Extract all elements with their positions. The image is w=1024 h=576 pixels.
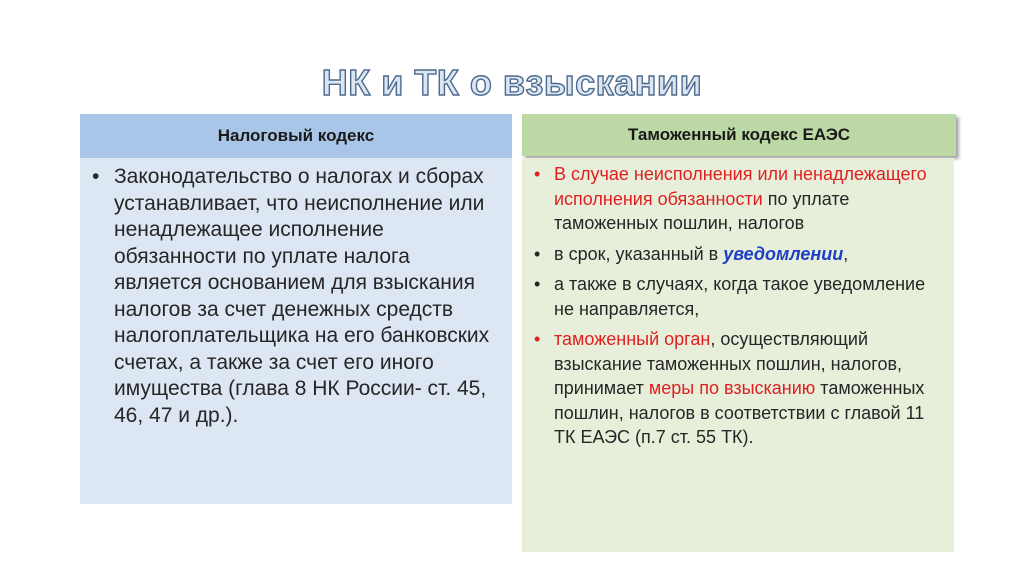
customs-authority-highlight: таможенный орган [554,329,711,349]
customs-bullet-authority [532,327,942,450]
customs-bullet-non-fulfillment [532,162,942,236]
customs-code-panel [522,158,954,552]
collection-measures-highlight: меры по взысканию [648,378,816,398]
tax-code-bullet: • Законодательство о налогах и сборах устанавливает, что неисполнение или ненадлежащее исполнение обязанности по уплате налога является основанием для взыскания налогов за счет денежных средств налогоплательщика на его банковских счетах, а также за счет его иного имущества (глава 8 НК России- ст. 45, 46, 47 и др.). [90,164,498,429]
customs-code-header-label: Таможенный кодекс ЕАЭС [627,125,851,144]
deadline-text: в срок, указанный в [554,243,724,264]
notification-highlight: уведомлении [723,243,844,264]
non-fulfillment-highlight: В случае неисполнения или ненадлежащего исполнения обязанности [554,164,927,209]
tax-code-list [90,164,498,429]
deadline-end: , [843,243,849,264]
customs-bullet-deadline [532,242,942,267]
tax-code-header [80,114,512,158]
customs-code-list [532,162,942,450]
authority-end: таможенных пошлин, налогов в соответствии с главой 11 ТК ЕАЭС (п.7 ст. 55 ТК). [554,378,925,447]
customs-bullet-no-notification: • а также в случаях, когда такое уведомление не направляется, [532,272,942,321]
tax-code-header-label: Налоговый кодекс [217,126,375,145]
customs-code-header [522,114,956,156]
slide-title: НК и ТК о взыскании [321,62,703,103]
authority-mid: , осуществляющий взыскание таможенных пошлин, налогов, принимает [554,329,903,398]
tax-code-panel [80,158,512,504]
non-fulfillment-rest: по уплате таможенных пошлин, налогов [554,188,850,233]
